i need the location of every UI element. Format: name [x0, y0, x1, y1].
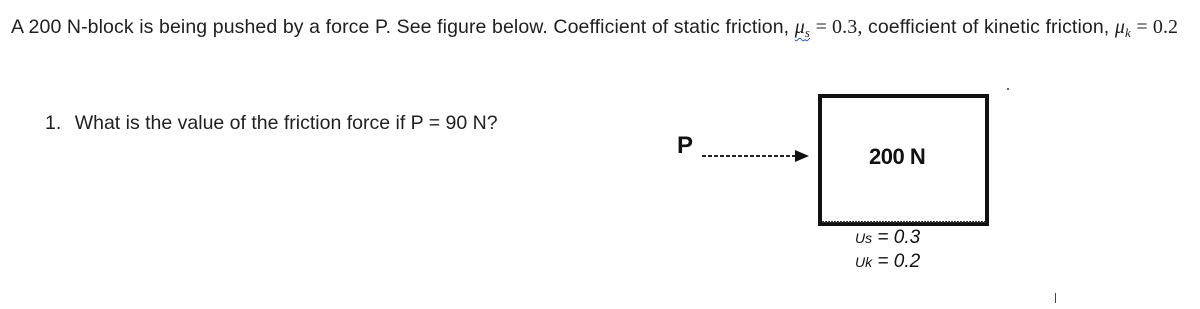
- force-label: P: [677, 132, 694, 159]
- kinetic-coef-label: [855, 252, 920, 272]
- question-item: [45, 111, 498, 135]
- mu-s-symbol: $\mu_s$: [794, 16, 811, 40]
- free-body-figure: [670, 85, 1030, 285]
- mu-k-value: = 0.2: [1136, 16, 1179, 38]
- kinetic-coef-symbol: Uk: [855, 254, 873, 270]
- mu-s-value: = 0.3,: [815, 16, 863, 38]
- static-coef-label: [855, 228, 920, 248]
- block-weight-label: 200 N: [869, 144, 926, 169]
- static-coef-value: = 0.3: [877, 227, 921, 248]
- figure-drawing: [670, 85, 1030, 285]
- scan-speck: [1007, 88, 1009, 90]
- kinetic-coef-value: = 0.2: [877, 251, 921, 272]
- problem-intro: A 200 N-block is being pushed by a force P. See figure below. Coefficient of static friction,: [11, 16, 790, 38]
- question-text: What is the value of the friction force if P = 90 N?: [74, 112, 498, 134]
- mu-k-symbol: $\mu_k$: [1114, 16, 1131, 40]
- text-cursor-mark: [1055, 293, 1056, 303]
- force-arrow-head: [795, 150, 809, 162]
- question-number: 1.: [45, 112, 62, 134]
- problem-statement: [11, 14, 1196, 46]
- static-coef-symbol: Us: [855, 230, 873, 246]
- problem-middle: coefficient of kinetic friction,: [868, 16, 1110, 38]
